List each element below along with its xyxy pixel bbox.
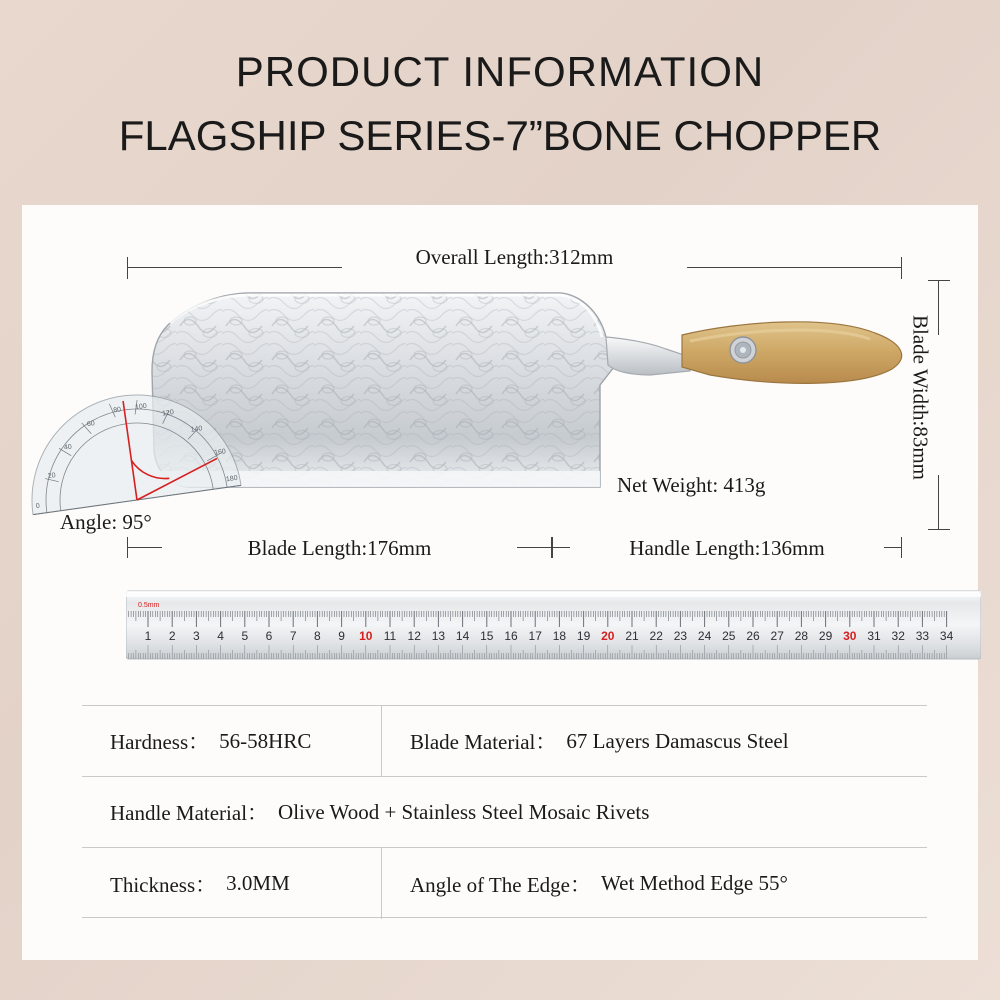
protractor-body <box>22 381 241 514</box>
spec-table <box>82 705 927 918</box>
svg-text:140: 140 <box>190 425 203 434</box>
dimension-tick-right <box>901 537 902 558</box>
ruler-unit-note: 0.5mm <box>138 602 160 609</box>
blade-length-dimension <box>127 535 552 569</box>
angle-label: Angle: 95° <box>60 510 152 534</box>
net-weight-label: Net Weight: 413g <box>617 473 766 497</box>
handle-length-label: Handle Length:136mm <box>570 535 884 561</box>
blade-length-label: Blade Length:176mm <box>162 535 517 561</box>
spec-key: Hardness： <box>110 730 210 754</box>
spec-value: Wet Method Edge 55° <box>600 871 788 895</box>
svg-text:40: 40 <box>63 443 73 452</box>
lower-dimensions <box>127 535 902 569</box>
spec-value: 56-58HRC <box>219 728 312 753</box>
bolster <box>606 337 690 375</box>
dimension-label-gap-vertical <box>930 335 948 475</box>
svg-text:32: 32 <box>891 629 905 643</box>
svg-text:3: 3 <box>193 629 200 643</box>
svg-text:7: 7 <box>289 629 297 643</box>
svg-text:29: 29 <box>818 629 833 643</box>
svg-text:26: 26 <box>746 629 760 643</box>
svg-text:160: 160 <box>213 448 227 457</box>
svg-text:27: 27 <box>770 629 784 643</box>
svg-text:14: 14 <box>455 629 470 643</box>
spec-cell-blade-material <box>382 706 927 776</box>
svg-text:20: 20 <box>601 629 615 643</box>
svg-text:34: 34 <box>939 629 954 643</box>
page-title: PRODUCT INFORMATION <box>235 48 765 95</box>
steel-ruler <box>126 583 981 673</box>
spec-cell-edge-angle <box>382 848 927 919</box>
overall-length-label: Overall Length:312mm <box>415 245 614 269</box>
svg-text:11: 11 <box>383 629 397 643</box>
svg-text:17: 17 <box>528 629 542 643</box>
svg-text:10: 10 <box>359 629 373 643</box>
svg-text:13: 13 <box>431 629 446 643</box>
spec-key: Handle Material： <box>110 801 269 825</box>
ruler-body <box>126 591 981 659</box>
svg-text:2: 2 <box>168 629 176 643</box>
svg-text:28: 28 <box>794 629 809 643</box>
svg-text:80: 80 <box>112 406 122 415</box>
page-header <box>0 0 1000 198</box>
dimension-tick-left <box>552 537 553 558</box>
svg-text:24: 24 <box>697 629 712 643</box>
table-row <box>82 706 927 777</box>
svg-text:18: 18 <box>552 629 567 643</box>
svg-text:16: 16 <box>504 629 518 643</box>
table-row <box>82 777 927 848</box>
content-panel <box>22 205 978 960</box>
spec-value: Olive Wood + Stainless Steel Mosaic Rivets <box>278 799 650 824</box>
blade-width-label: Blade Width:83mm <box>908 314 933 480</box>
spec-value: 67 Layers Damascus Steel <box>566 728 789 753</box>
spec-key: Blade Material： <box>410 730 557 754</box>
svg-text:23: 23 <box>673 629 688 643</box>
table-row <box>82 848 927 919</box>
spec-key: Angle of The Edge： <box>410 872 591 897</box>
spec-value: 3.0MM <box>226 871 290 895</box>
dimension-tick-bottom <box>928 529 950 530</box>
svg-text:9: 9 <box>338 629 345 643</box>
svg-text:4: 4 <box>217 629 224 643</box>
svg-text:21: 21 <box>625 629 639 643</box>
svg-text:6: 6 <box>265 629 273 643</box>
dimension-tick-left <box>127 537 128 558</box>
svg-text:15: 15 <box>480 629 494 643</box>
page-subtitle: FLAGSHIP SERIES-7”BONE CHOPPER <box>118 112 882 159</box>
svg-text:0: 0 <box>35 502 41 511</box>
svg-text:100: 100 <box>134 402 148 412</box>
spec-cell-hardness <box>82 706 382 776</box>
svg-text:33: 33 <box>915 629 930 643</box>
svg-text:5: 5 <box>241 629 249 643</box>
svg-text:30: 30 <box>843 629 857 643</box>
svg-text:1: 1 <box>144 629 152 643</box>
dimension-tick-top <box>928 280 950 281</box>
spec-cell-handle-material <box>82 777 927 847</box>
svg-text:25: 25 <box>722 629 736 643</box>
spec-cell-thickness <box>82 848 382 919</box>
svg-text:20: 20 <box>47 472 57 481</box>
spec-key: Thickness： <box>110 872 217 897</box>
svg-text:8: 8 <box>314 629 321 643</box>
svg-text:180: 180 <box>225 474 239 484</box>
handle-length-dimension <box>552 535 902 569</box>
svg-text:12: 12 <box>407 629 421 643</box>
svg-text:60: 60 <box>86 420 96 429</box>
ruler-highlight <box>126 591 981 597</box>
blade-width-dimension <box>902 280 942 530</box>
svg-text:31: 31 <box>867 629 881 643</box>
mosaic-rivet-core <box>740 347 746 353</box>
svg-text:19: 19 <box>576 629 591 643</box>
svg-text:120: 120 <box>161 409 175 418</box>
svg-text:22: 22 <box>649 629 663 643</box>
protractor-overlay <box>22 380 252 515</box>
